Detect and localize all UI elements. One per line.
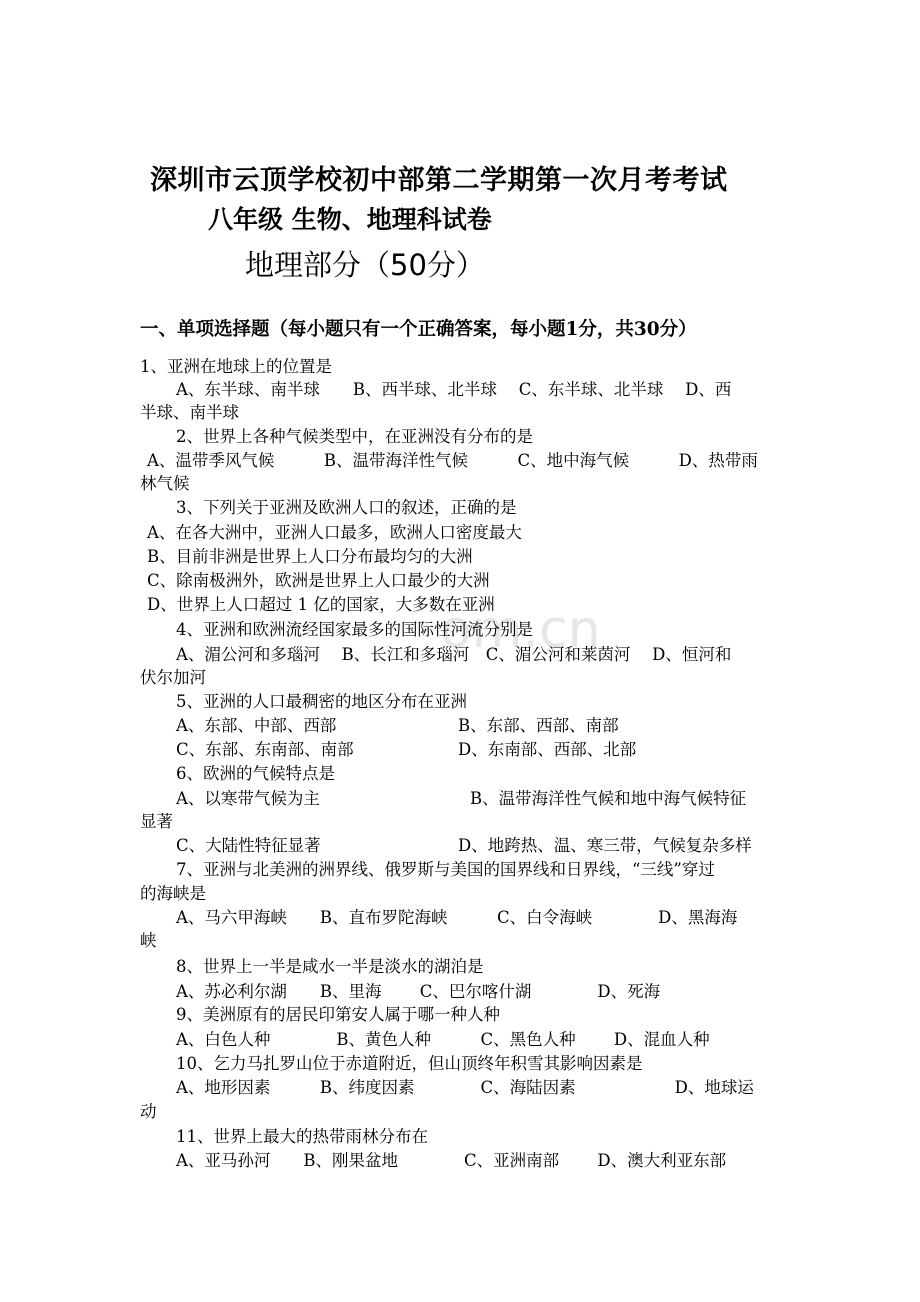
question-8-options: A、苏必利尔湖 B、里海 C、巴尔喀什湖 D、死海 — [176, 982, 661, 1001]
question-4-stem: 4、亚洲和欧洲流经国家最多的国际性河流分别是 — [176, 620, 533, 639]
section-heading: 一、单项选择题（每小题只有一个正确答案，每小题1分，共30分） — [140, 319, 697, 340]
question-8-stem: 8、世界上一半是咸水一半是淡水的湖泊是 — [176, 957, 484, 976]
question-7-stem: 7、亚洲与北美洲的洲界线、俄罗斯与美国的国界线和日界线，“三线”穿过 — [176, 860, 715, 879]
question-7-stem-wrap: 的海峡是 — [140, 884, 206, 903]
question-2-stem: 2、世界上各种气候类型中，在亚洲没有分布的是 — [176, 427, 533, 446]
question-7-options-wrap: 峡 — [140, 931, 157, 950]
question-3-option-a: A、在各大洲中，亚洲人口最多，欧洲人口密度最大 — [147, 523, 522, 542]
question-1-options-wrap: 半球、南半球 — [140, 403, 239, 422]
question-11-options: A、亚马孙河 B、刚果盆地 C、亚洲南部 D、澳大利亚东部 — [176, 1151, 727, 1170]
question-6-stem: 6、欧洲的气候特点是 — [176, 764, 335, 783]
question-11-stem: 11、世界上最大的热带雨林分布在 — [176, 1127, 428, 1146]
question-9-options: A、白色人种 B、黄色人种 C、黑色人种 D、混血人种 — [176, 1030, 710, 1049]
question-1-stem: 1、亚洲在地球上的位置是 — [140, 357, 332, 376]
watermark: om.cn — [440, 600, 601, 660]
question-6-option-c: C、大陆性特征显著 — [176, 836, 321, 855]
question-5-option-b: B、东部、西部、南部 — [458, 716, 619, 735]
question-6-option-b-wrap: 显著 — [140, 812, 173, 831]
question-2-options-wrap: 林气候 — [140, 474, 190, 493]
question-9-stem: 9、美洲原有的居民印第安人属于哪一种人种 — [176, 1005, 500, 1024]
question-10-options-wrap: 动 — [140, 1102, 157, 1121]
question-5-option-d: D、东南部、西部、北部 — [458, 740, 637, 759]
question-5-option-a: A、东部、中部、西部 — [176, 716, 337, 735]
exam-title: 深圳市云顶学校初中部第二学期第一次月考考试 — [150, 165, 728, 196]
question-5-option-c: C、东部、东南部、南部 — [176, 740, 354, 759]
question-3-option-d: D、世界上人口超过 1 亿的国家，大多数在亚洲 — [147, 595, 495, 614]
question-10-stem: 10、乞力马扎罗山位于赤道附近，但山顶终年积雪其影响因素是 — [176, 1054, 643, 1073]
question-6-option-b: B、温带海洋性气候和地中海气候特征 — [470, 789, 747, 808]
question-6-option-a: A、以寒带气候为主 — [176, 789, 320, 808]
question-5-stem: 5、亚洲的人口最稠密的地区分布在亚洲 — [176, 692, 467, 711]
question-6-option-d: D、地跨热、温、寒三带，气候复杂多样 — [458, 836, 752, 855]
question-4-options-wrap: 伏尔加河 — [140, 668, 206, 687]
question-1-options: A、东半球、南半球 B、西半球、北半球 C、东半球、北半球 D、西 — [176, 380, 732, 399]
question-2-options: A、温带季风气候 B、温带海洋性气候 C、地中海气候 D、热带雨 — [147, 451, 758, 470]
question-3-stem: 3、下列关于亚洲及欧洲人口的叙述，正确的是 — [176, 498, 517, 517]
question-4-options: A、湄公河和多瑙河 B、长江和多瑙河 C、湄公河和莱茵河 D、恒河和 — [176, 645, 732, 664]
question-3-option-b: B、目前非洲是世界上人口分布最均匀的大洲 — [147, 547, 473, 566]
exam-subtitle: 八年级 生物、地理科试卷 — [208, 205, 492, 234]
question-10-options: A、地形因素 B、纬度因素 C、海陆因素 D、地球运 — [176, 1078, 754, 1097]
question-7-options: A、马六甲海峡 B、直布罗陀海峡 C、白令海峡 D、黑海海 — [176, 908, 738, 927]
part-heading: 地理部分（50分） — [245, 248, 485, 282]
question-3-option-c: C、除南极洲外，欧洲是世界上人口最少的大洲 — [147, 571, 490, 590]
